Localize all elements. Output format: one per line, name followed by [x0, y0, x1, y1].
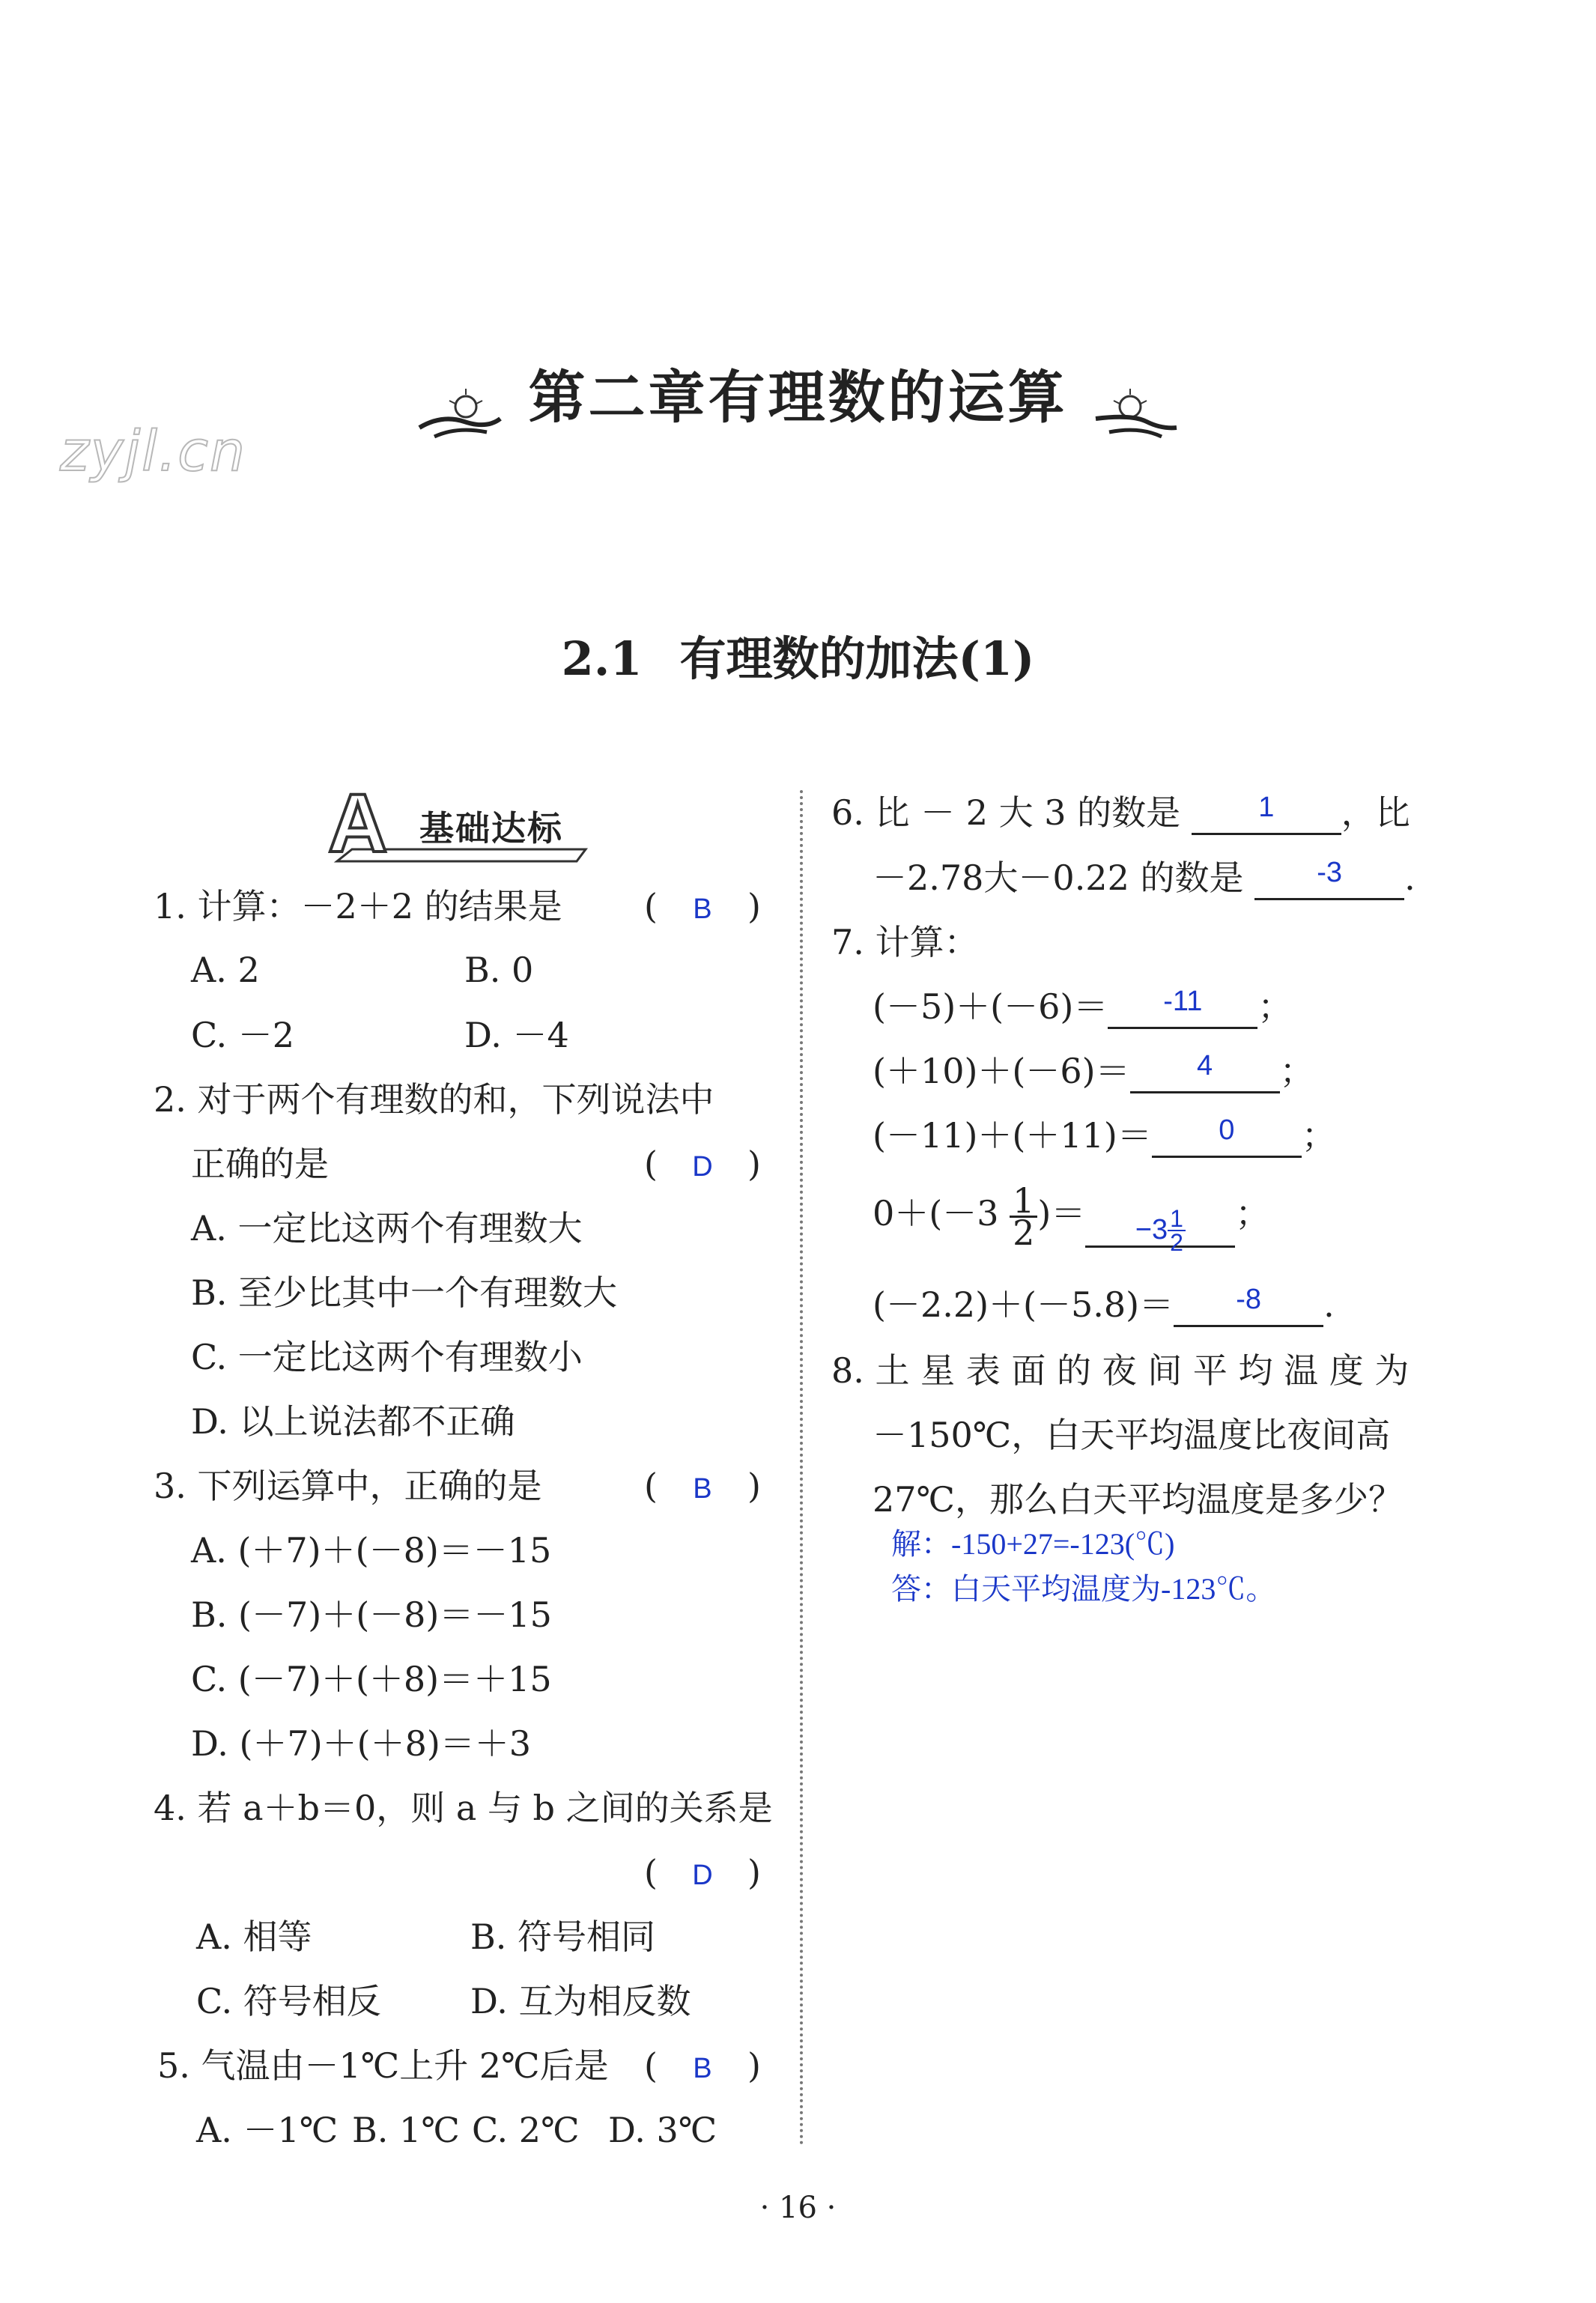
q1-option-d: D. －4 [464, 1015, 569, 1055]
q7-frac-num: 1 [1010, 1186, 1037, 1218]
q7-answer-3: 0 [1219, 1114, 1235, 1146]
q8-line1: 8. 土 星 表 面 的 夜 间 平 均 温 度 为 [831, 1350, 1410, 1391]
q7-answer-4-whole: −3 [1135, 1213, 1168, 1245]
q7-end-2: ； [1279, 1051, 1314, 1091]
q7-end-3: ； [1301, 1115, 1336, 1156]
q3-option-a: A. (＋7)＋(－8)＝－15 [191, 1530, 552, 1571]
watermark: zyjl.cn [60, 419, 246, 484]
q7-answer-5: -8 [1236, 1284, 1261, 1315]
section-title [0, 622, 1596, 688]
q7-blank-3 [1152, 1114, 1302, 1158]
q8-solution: 解：-150+27=-123(℃) [891, 1527, 1175, 1561]
q7-answer-4-num: 1 [1168, 1207, 1186, 1231]
q7-expr-3: (－11)＋(＋11)＝ [873, 1115, 1152, 1156]
badge-letter: A [328, 777, 388, 870]
q7-blank-4 [1085, 1201, 1235, 1257]
q1-option-c: C. －2 [191, 1015, 295, 1055]
q7-item-2 [873, 1049, 1314, 1093]
q5-answer: B [693, 2053, 712, 2084]
q4-answer-paren: ( D ) [644, 1850, 761, 1898]
q7-answer-4 [1135, 1205, 1186, 1257]
q7-expr-2: (＋10)＋(－6)＝ [873, 1051, 1130, 1091]
q7-answer-4-den: 2 [1170, 1229, 1183, 1257]
q8-conclusion: 答：白天平均温度为-123℃。 [891, 1572, 1276, 1606]
q7-frac-den: 2 [1013, 1212, 1035, 1253]
q6-answer1: 1 [1258, 792, 1275, 823]
q7-answer-2: 4 [1197, 1050, 1213, 1081]
q4-option-b: B. 符号相同 [470, 1917, 656, 1957]
q7-blank-5 [1174, 1286, 1323, 1327]
q6-line2 [873, 855, 1416, 900]
q6-part4: . [1404, 858, 1416, 898]
q7-blank-1 [1108, 988, 1257, 1029]
q7-stem: 7. 计算： [831, 922, 979, 962]
chapter-title: 有理数的运算 [708, 364, 1068, 431]
q2-stem-line1: 2. 对于两个有理数的和，下列说法中 [154, 1079, 714, 1120]
q7-end-1: ； [1257, 986, 1293, 1027]
badge-label: 基础达标 [419, 808, 563, 849]
q7-fraction [1010, 1180, 1037, 1253]
q2-option-a: A. 一定比这两个有理数大 [191, 1208, 583, 1248]
q2-answer: D [692, 1151, 713, 1183]
q4-option-a: A. 相等 [196, 1917, 312, 1957]
q7-expr-4-post: )＝ [1037, 1193, 1086, 1234]
q1-answer: B [693, 893, 712, 925]
q7-end-5: . [1323, 1284, 1335, 1325]
q2-answer-paren: ( D ) [644, 1141, 761, 1189]
q2-option-d: D. 以上说法都不正确 [191, 1401, 515, 1442]
q7-item-5 [873, 1282, 1335, 1327]
q6-blank2 [1254, 859, 1404, 900]
q3-option-d: D. (＋7)＋(＋8)＝＋3 [191, 1723, 532, 1764]
q7-answer-4-fraction [1168, 1205, 1186, 1257]
q7-expr-1: (－5)＋(－6)＝ [873, 986, 1108, 1027]
q5-stem: 5. 气温由－1℃上升 2℃后是 [157, 2045, 609, 2086]
q5-answer-paren: ( B ) [644, 2043, 761, 2091]
ornament-right-icon [1094, 384, 1184, 444]
q1-stem: 1. 计算：－2＋2 的结果是 [154, 886, 562, 926]
page-number: · 16 · [759, 2191, 837, 2225]
q7-blank-2 [1130, 1052, 1280, 1093]
q1-option-b: B. 0 [464, 950, 534, 990]
q7-item-4 [873, 1180, 1270, 1257]
q7-item-3 [873, 1113, 1336, 1158]
q6-part2: ，比 [1341, 792, 1410, 833]
q8-line3: 27℃，那么白天平均温度是多少？ [873, 1479, 1403, 1520]
q2-stem-line2: 正确的是 [191, 1144, 329, 1184]
section-name: 有理数的加法(1) [679, 631, 1035, 686]
q5-option-b: B. 1℃ [352, 2110, 460, 2150]
q3-stem: 3. 下列运算中，正确的是 [154, 1466, 542, 1506]
q2-option-b: B. 至少比其中一个有理数大 [191, 1272, 618, 1313]
q6-part1: 6. 比 － 2 大 3 的数是 [831, 792, 1181, 833]
q6-line1 [831, 790, 1410, 835]
q4-option-c: C. 符号相反 [196, 1981, 381, 2021]
q2-option-c: C. 一定比这两个有理数小 [191, 1337, 583, 1377]
q3-answer: B [693, 1473, 712, 1505]
q5-option-d: D. 3℃ [608, 2110, 717, 2150]
q8-line2: －150℃，白天平均温度比夜间高 [873, 1415, 1391, 1455]
q5-option-c: C. 2℃ [472, 2110, 580, 2150]
q7-end-4: ； [1235, 1193, 1270, 1234]
q7-answer-1: -11 [1163, 986, 1203, 1017]
q6-blank1 [1192, 794, 1341, 835]
chapter-number: 第二章 [528, 364, 709, 431]
q7-expr-5: (－2.2)＋(－5.8)＝ [873, 1284, 1174, 1325]
section-number: 2.1 [561, 631, 643, 686]
q6-answer2: -3 [1317, 857, 1342, 888]
q3-option-c: C. (－7)＋(＋8)＝＋15 [191, 1659, 552, 1699]
ornament-left-icon [412, 384, 502, 444]
q5-option-a: A. －1℃ [196, 2110, 339, 2150]
q4-option-d: D. 互为相反数 [470, 1981, 691, 2021]
q1-answer-paren: ( B ) [644, 884, 761, 932]
column-divider [800, 790, 803, 2146]
q3-answer-paren: ( B ) [644, 1463, 761, 1511]
q7-expr-4-pre: 0＋(－3 [873, 1193, 999, 1234]
q7-item-1 [873, 984, 1292, 1029]
q4-stem: 4. 若 a＋b＝0，则 a 与 b 之间的关系是 [154, 1788, 773, 1828]
q6-part3: －2.78大－0.22 的数是 [873, 858, 1244, 898]
q4-answer: D [692, 1860, 713, 1891]
q3-option-b: B. (－7)＋(－8)＝－15 [191, 1594, 552, 1635]
q1-option-a: A. 2 [191, 950, 260, 990]
